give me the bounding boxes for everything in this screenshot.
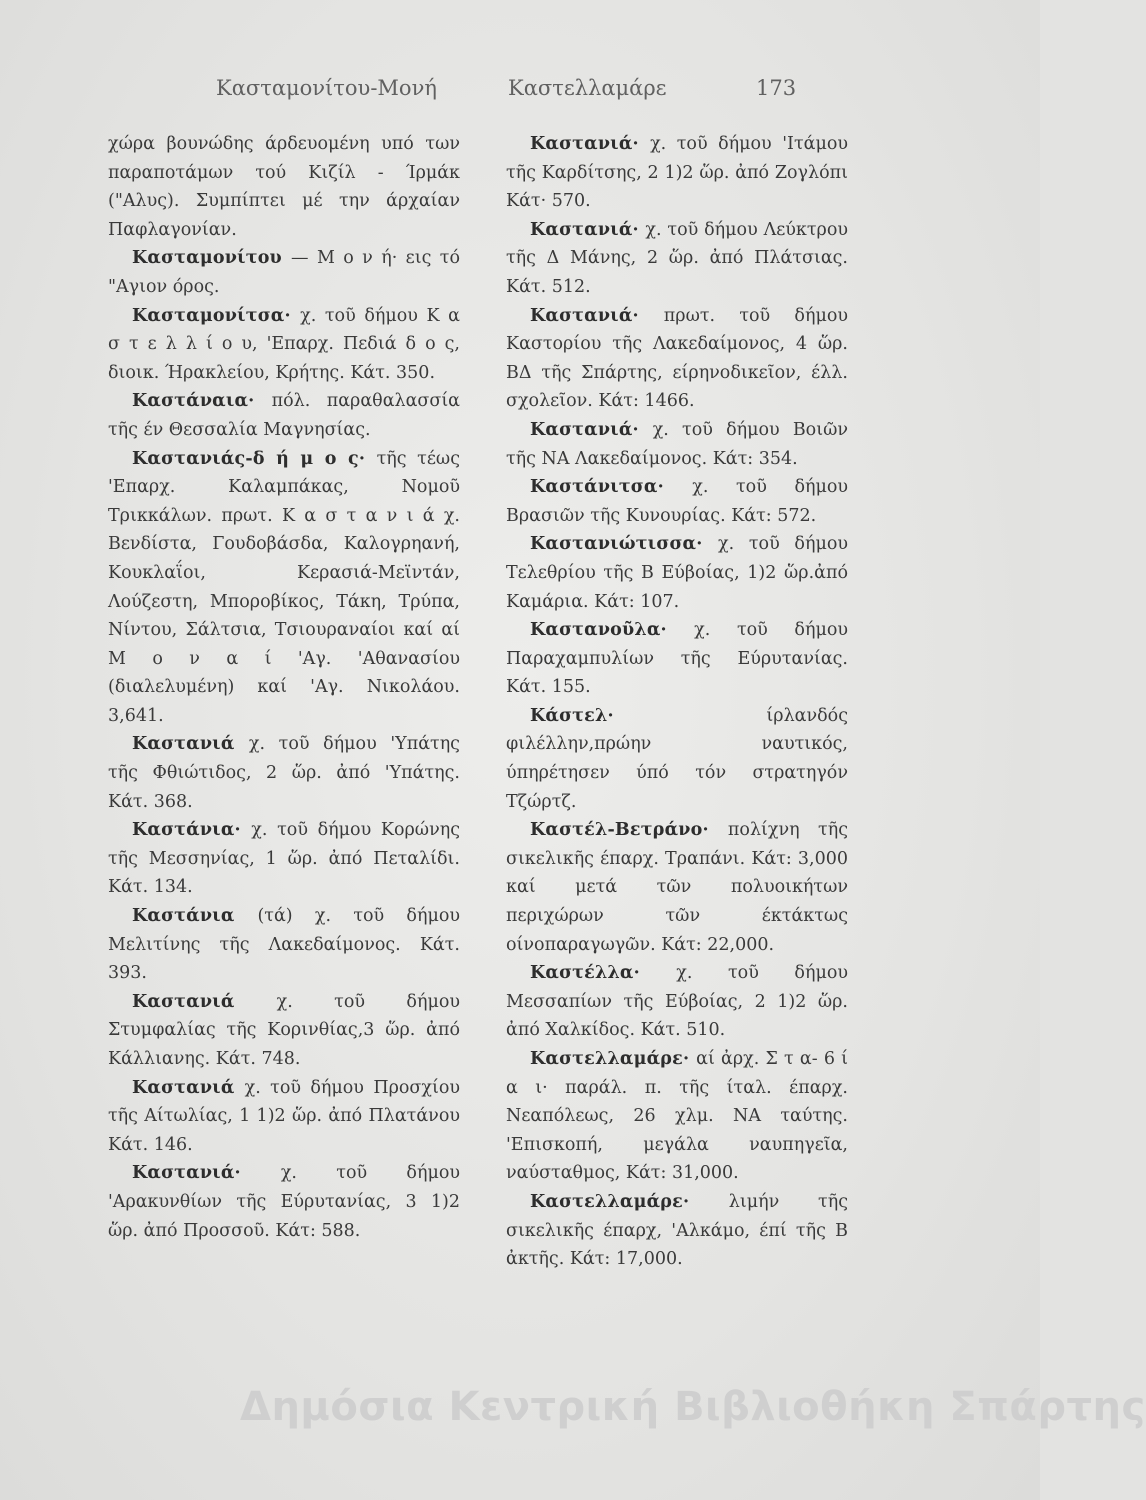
entry-text: χ. τοῦ δήμου 'Αρακυνθίων τῆς Εύρυτανίας, 3 1)2 ὥρ. ἀπό Προσσοῦ. Κάτ: 588. <box>108 1163 461 1241</box>
entry-headword: Καστανοῦλα· <box>530 620 667 641</box>
entry-text: χ. τοῦ δήμου Κ α σ τ ε λ λ ί ο υ, 'Επαρχ. Πεδιά δ ο ς, διοικ. Ήρακλείου, Κρήτης. Κάτ. 350. <box>108 305 461 383</box>
entry-text: πόλ. παραθαλασσία τῆς έν Θεσσαλία Μαγνησίας. <box>108 391 460 440</box>
entry-text: χ. τοῦ δήμου Παραχαμπυλίων τῆς Εύρυτανίας. Κάτ. 155. <box>506 620 849 698</box>
entry-text: χ. τοῦ δήμου Κορώνης τῆς Μεσσηνίας, 1 ὥρ. ἀπό Πεταλίδι. Κάτ. 134. <box>108 820 461 898</box>
header-left-title: Κασταμονίτου-Μονή <box>216 76 437 100</box>
entry <box>108 816 460 902</box>
entry-headword: Κάστελ· <box>530 705 614 726</box>
entry-headword: Καστανιά· <box>132 1163 241 1184</box>
entry-headword: Καστανιάς-δ ή μ ο ς· <box>132 448 366 469</box>
entry <box>108 302 460 388</box>
entry <box>506 216 848 302</box>
entry-headword: Κασταμονίτσα· <box>132 305 291 326</box>
entry-text: χ. τοῦ δήμου Βρασιῶν τῆς Κυνουρίας. Κάτ: 572. <box>506 477 849 526</box>
entry-text: χ. τοῦ δήμου Στυμφαλίας τῆς Κορινθίας,3 ὥρ. ἀπό Κάλλιανης. Κάτ. 748. <box>108 991 460 1069</box>
entry-text: (τά) χ. τοῦ δήμου Μελιτίνης τῆς Λακεδαίμονος. Κάτ. 393. <box>108 906 460 984</box>
entry-text: χ. τοῦ δήμου 'Υπάτης τῆς Φθιώτιδος, 2 ὥρ. ἀπό 'Υπάτης. Κάτ. 368. <box>108 734 460 812</box>
entry <box>108 902 460 988</box>
entry-headword: Καστανιά· <box>530 305 639 326</box>
entry-headword: Καστανιά <box>132 991 235 1012</box>
entry <box>506 1188 848 1274</box>
page-number: 173 <box>756 76 797 100</box>
entry-text: τῆς τέως 'Επαρχ. Καλαμπάκας, Νομοῦ Τρικκάλων. πρωτ. Κ α σ τ α ν ι ά χ. Βενδίστα, Γουδοβάσδα, Καλογρηανή, Κουκλαΐοι, Κερασιά-Μεϊντάν, Λούζεστη, Μποροβίκος, Τάκη, Τρύπα, Νίντου, Σάλτσια, Τσιουραναίοι καί αί Μ ο ν α ί 'Αγ. 'Αθανασίου (διαλελυμένη) καί 'Αγ. Νικολάου. 3,641. <box>108 448 460 726</box>
entry <box>108 988 460 1074</box>
entry-headword: Καστέλ-Βετράνο· <box>530 820 709 841</box>
entry <box>108 730 460 816</box>
entry <box>108 387 460 444</box>
entry <box>506 1045 848 1188</box>
entry-headword: Καστανιά <box>132 734 235 755</box>
entry-headword: Καστελλαμάρε· <box>530 1049 690 1069</box>
entry <box>506 530 848 616</box>
left-column <box>108 130 460 1245</box>
entry <box>108 130 460 244</box>
entry-headword: Καστανιά· <box>530 219 639 240</box>
entry-headword: Κασταμονίτου <box>132 248 282 269</box>
entry-headword: Καστέλλα· <box>530 963 640 984</box>
entry-text: χ. τοῦ δήμου 'Ιτάμου τῆς Καρδίτσης, 2 1)2 ὥρ. ἀπό Ζογλόπι Κάτ· 570. <box>506 134 848 212</box>
running-header <box>0 76 1040 116</box>
entry-text: ίρλανδός φιλέλλην,πρώην ναυτικός, ύπηρέτησεν ύπό τόν στρατηγόν Τζώρτζ. <box>506 705 848 812</box>
entry-headword: Καστανιά· <box>530 134 639 154</box>
entry-headword: Καστανιώτισσα· <box>530 534 703 555</box>
entry-text: χ. τοῦ δήμου Βοιῶν τῆς ΝΑ Λακεδαίμονος. Κάτ: 354. <box>506 419 848 469</box>
library-watermark: Δημόσια Κεντρική Βιβλιοθήκη Σπάρτης <box>240 1384 1146 1430</box>
header-right-title: Καστελλαμάρε <box>508 76 667 100</box>
entry-text: πρωτ. τοῦ δήμου Καστορίου τῆς Λακεδαίμονος, 4 ὥρ. ΒΔ τῆς Σπάρτης, είρηνοδικεῖον, έλλ. σχολεῖον. Κάτ: 1466. <box>506 305 848 412</box>
entry-text: χ. τοῦ δήμου Τελεθρίου τῆς Β Εύβοίας, 1)2 ὥρ.ἀπό Καμάρια. Κάτ: 107. <box>506 534 848 612</box>
entry <box>506 473 848 530</box>
entry-text: αί ἀρχ. Σ τ α- 6 ί α ι· παράλ. π. τῆς ίταλ. έπαρχ. Νεαπόλεως, 26 χλμ. ΝΑ ταύτης. 'Επισκοπή, μεγάλα ναυπηγεῖα, ναύσταθμος, Κάτ: 31,000. <box>506 1049 849 1184</box>
entry-headword: Καστανιά <box>132 1077 235 1098</box>
entry <box>506 959 848 1045</box>
entry-headword: Καστελλαμάρε· <box>530 1191 690 1212</box>
entry-text: χώρα βουνώδης άρδευομένη υπό των παραποτάμων τού Κιζίλ - Ίρμάκ ("Αλυς). Συμπίπτει μέ την άρχαίαν Παφλαγονίαν. <box>108 134 460 240</box>
entry-text: λιμήν τῆς σικελικῆς έπαρχ, 'Αλκάμο, έπί τῆς Β ἀκτῆς. Κάτ: 17,000. <box>506 1191 848 1270</box>
entry <box>108 244 460 301</box>
entry <box>506 130 848 216</box>
entry-text: χ. τοῦ δήμου Προσχίου τῆς Αίτωλίας, 1 1)2 ὥρ. ἀπό Πλατάνου Κάτ. 146. <box>108 1077 460 1155</box>
entry-text: χ. τοῦ δήμου Μεσσαπίων τῆς Εύβοίας, 2 1)2 ὥρ. ἀπό Χαλκίδος. Κάτ. 510. <box>506 963 849 1041</box>
right-column <box>506 130 848 1274</box>
entry-headword: Καστάνιτσα· <box>530 477 664 498</box>
entry <box>108 445 460 731</box>
entry <box>108 1074 460 1160</box>
entry-text: χ. τοῦ δήμου Λεύκτρου τῆς Δ Μάνης, 2 ὥρ. ἀπό Πλάτσιας. Κάτ. 512. <box>506 219 848 297</box>
entry-headword: Καστάνια <box>132 906 235 927</box>
entry <box>108 1159 460 1245</box>
entry <box>506 702 848 816</box>
entry-text: — Μ ο ν ή· εις τό "Αγιον όρος. <box>108 248 461 297</box>
entry-text: πολίχνη τῆς σικελικῆς έπαρχ. Τραπάνι. Κάτ: 3,000 καί μετά τῶν πολυοικήτων περιχώρων τῶν έκτάκτως οίνοπαραγωγῶν. Κάτ: 22,000. <box>506 820 849 955</box>
entry <box>506 616 848 702</box>
entry-headword: Καστανιά· <box>530 419 639 440</box>
entry-headword: Καστάνια· <box>132 820 241 841</box>
entry <box>506 302 848 416</box>
entry <box>506 816 848 959</box>
entry-headword: Καστάναια· <box>132 391 255 412</box>
entry <box>506 416 848 473</box>
